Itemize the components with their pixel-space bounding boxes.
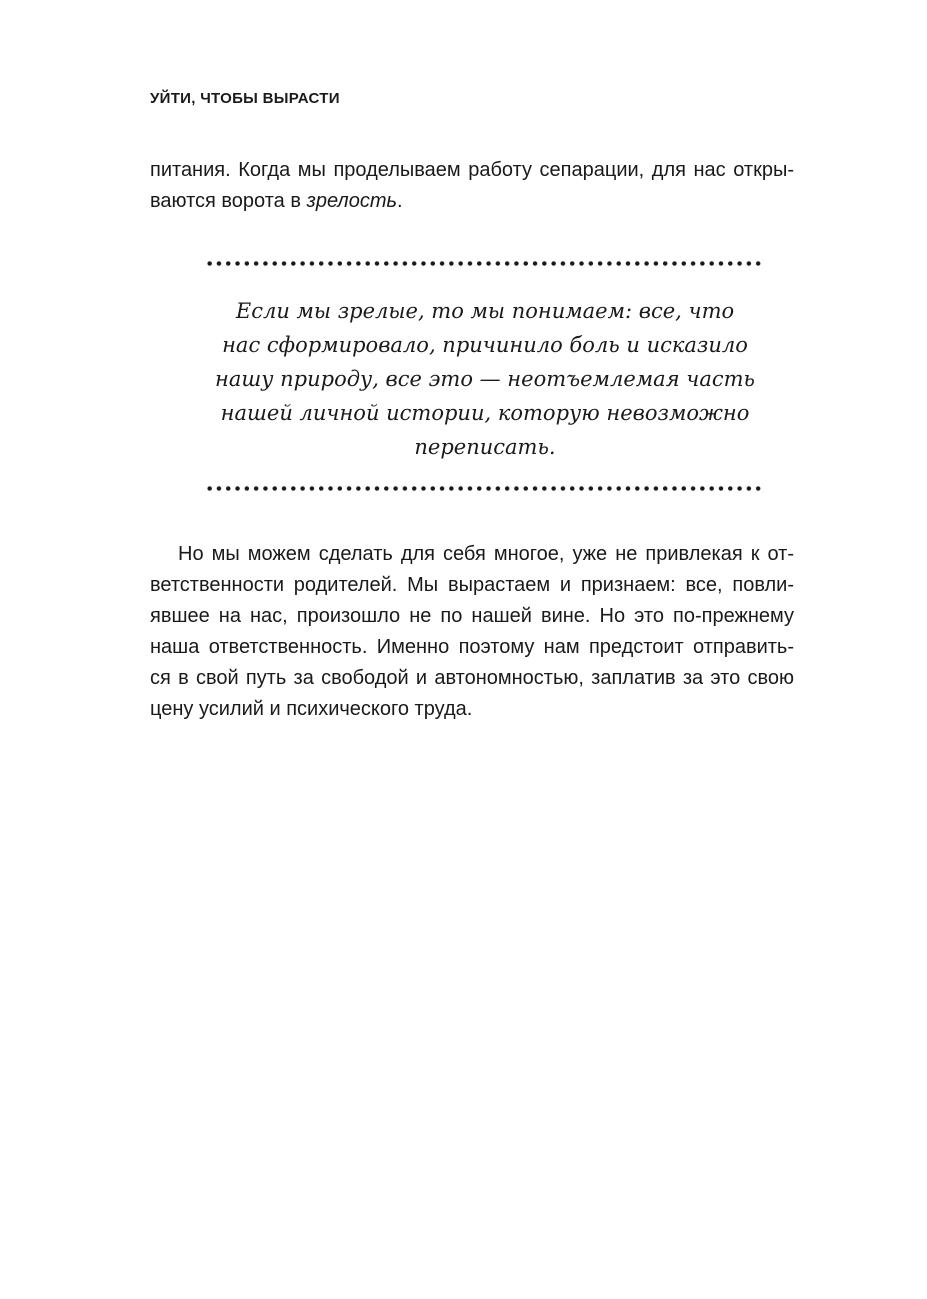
- running-head: УЙТИ, ЧТОБЫ ВЫРАСТИ: [150, 90, 340, 107]
- pull-quote: [180, 294, 790, 464]
- dotted-divider-top: [205, 261, 765, 266]
- quote-line: Если мы зрелые, то мы понимаем: все, что: [235, 299, 735, 323]
- text-segment: ваются ворота в: [150, 190, 307, 212]
- paragraph-line: наша ответственность. Именно поэтому нам предстоит отправить-: [150, 636, 794, 658]
- paragraph-line: цену усилий и психического труда.: [150, 698, 473, 720]
- paragraph-line: Но мы можем сделать для себя многое, уже не привлекая к от-: [178, 543, 794, 565]
- paragraph-bottom: [150, 539, 794, 725]
- paragraph-line: ся в свой путь за свободой и автономностью, заплатив за это свою: [150, 667, 794, 689]
- paragraph-line: [150, 186, 794, 217]
- quote-line: нас сформировало, причинило боль и исказило: [222, 333, 748, 357]
- emphasis-word: зрелость: [306, 190, 398, 212]
- quote-line: переписать.: [414, 435, 556, 459]
- quote-line: нашей личной истории, которую невозможно: [220, 401, 750, 425]
- text-segment: .: [397, 190, 403, 212]
- dotted-divider-bottom: [205, 486, 765, 491]
- paragraph-top: [150, 155, 794, 217]
- paragraph-line: явшее на нас, произошло не по нашей вине. Но это по-прежнему: [150, 605, 794, 627]
- paragraph-line: питания. Когда мы проделываем работу сепарации, для нас откры-: [150, 159, 794, 181]
- paragraph-line: ветственности родителей. Мы вырастаем и признаем: все, повли-: [150, 574, 794, 596]
- quote-line: нашу природу, все это — неотъемлемая часть: [215, 367, 755, 391]
